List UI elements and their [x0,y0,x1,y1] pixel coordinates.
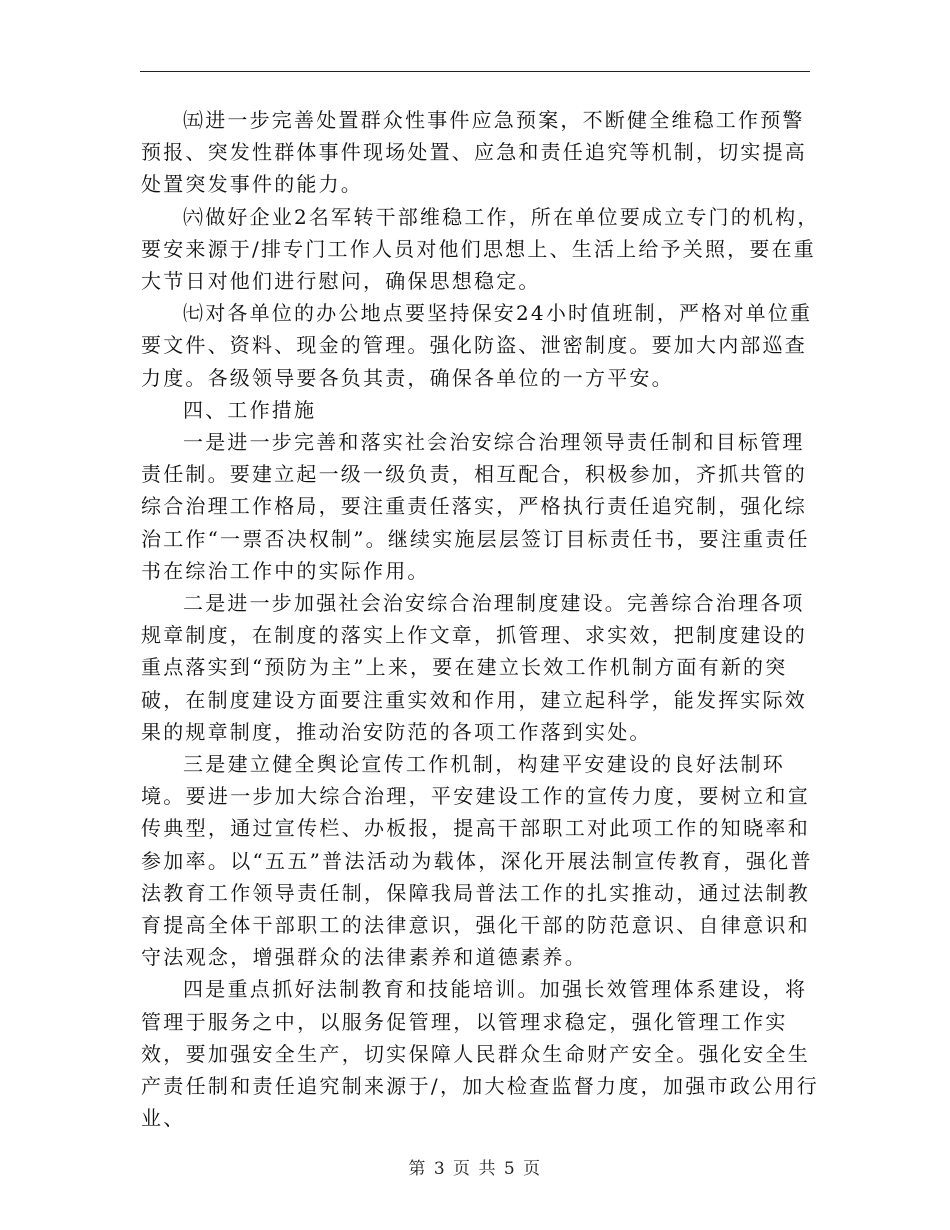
measure-paragraph-3: 三是建立健全舆论宣传工作机制，构建平安建设的良好法制环境。要进一步加大综合治理，平安建设工作的宣传力度，要树立和宣传典型，通过宣传栏、办板报，提高干部职工对此项工作的知晓率和参加率。以“五五”普法活动为载体，深化开展法制宣传教育，强化普法教育工作领导责任制，保障我局普法工作的扎实推动，通过法制教育提高全体干部职工的法律意识，强化干部的防范意识、自律意识和守法观念，增强群众的法律素养和道德素养。 [141,752,813,970]
paragraph-item-7: ㈦对各单位的办公地点要坚持保安24小时值班制，严格对单位重要文件、资料、现金的管理。强化防盗、泄密制度。要加大内部巡查力度。各级领导要各负其责，确保各单位的一方平安。 [141,301,813,390]
measure-paragraph-2: 二是进一步加强社会治安综合治理制度建设。完善综合治理各项规章制度，在制度的落实上作文章，抓管理、求实效，把制度建设的重点落实到“预防为主”上来，要在建立长效工作机制方面有新的突破，在制度建设方面要注重实效和作用，建立起科学，能发挥实际效果的规章制度，推动治安防范的各项工作落到实处。 [141,591,807,744]
document-body [141,104,821,1135]
measure-paragraph-1: 一是进一步完善和落实社会治安综合治理领导责任制和目标管理责任制。要建立起一级一级负责，相互配合，积极参加，齐抓共管的综合治理工作格局，要注重责任落实，严格执行责任追究制，强化综治工作“一票否决权制”。继续实施层层签订目标责任书，要注重责任书在综治工作中的实际作用。 [141,430,810,583]
paragraph-item-5: ㈤进一步完善处置群众性事件应急预案，不断健全维稳工作预警预报、突发性群体事件现场处置、应急和责任追究等机制，切实提高处置突发事件的能力。 [141,108,807,197]
page-footer: 第 3 页 共 5 页 [408,1159,542,1179]
section-heading-measures: 四、工作措施 [183,397,317,422]
measure-paragraph-4: 四是重点抓好法制教育和技能培训。加强长效管理体系建设，将管理于服务之中，以服务促管理，以管理求稳定，强化管理工作实效，要加强安全生产，切实保障人民群众生命财产安全。强化安全生产责任制和责任追究制来源于/，加大检查监督力度，加强市政公用行业、 [141,977,820,1131]
paragraph-item-6: ㈥做好企业2名军转干部维稳工作，所在单位要成立专门的机构，要安来源于/排专门工作人员对他们思想上、生活上给予关照，要在重大节日对他们进行慰问，确保思想稳定。 [141,204,820,294]
header-rule [140,71,810,72]
